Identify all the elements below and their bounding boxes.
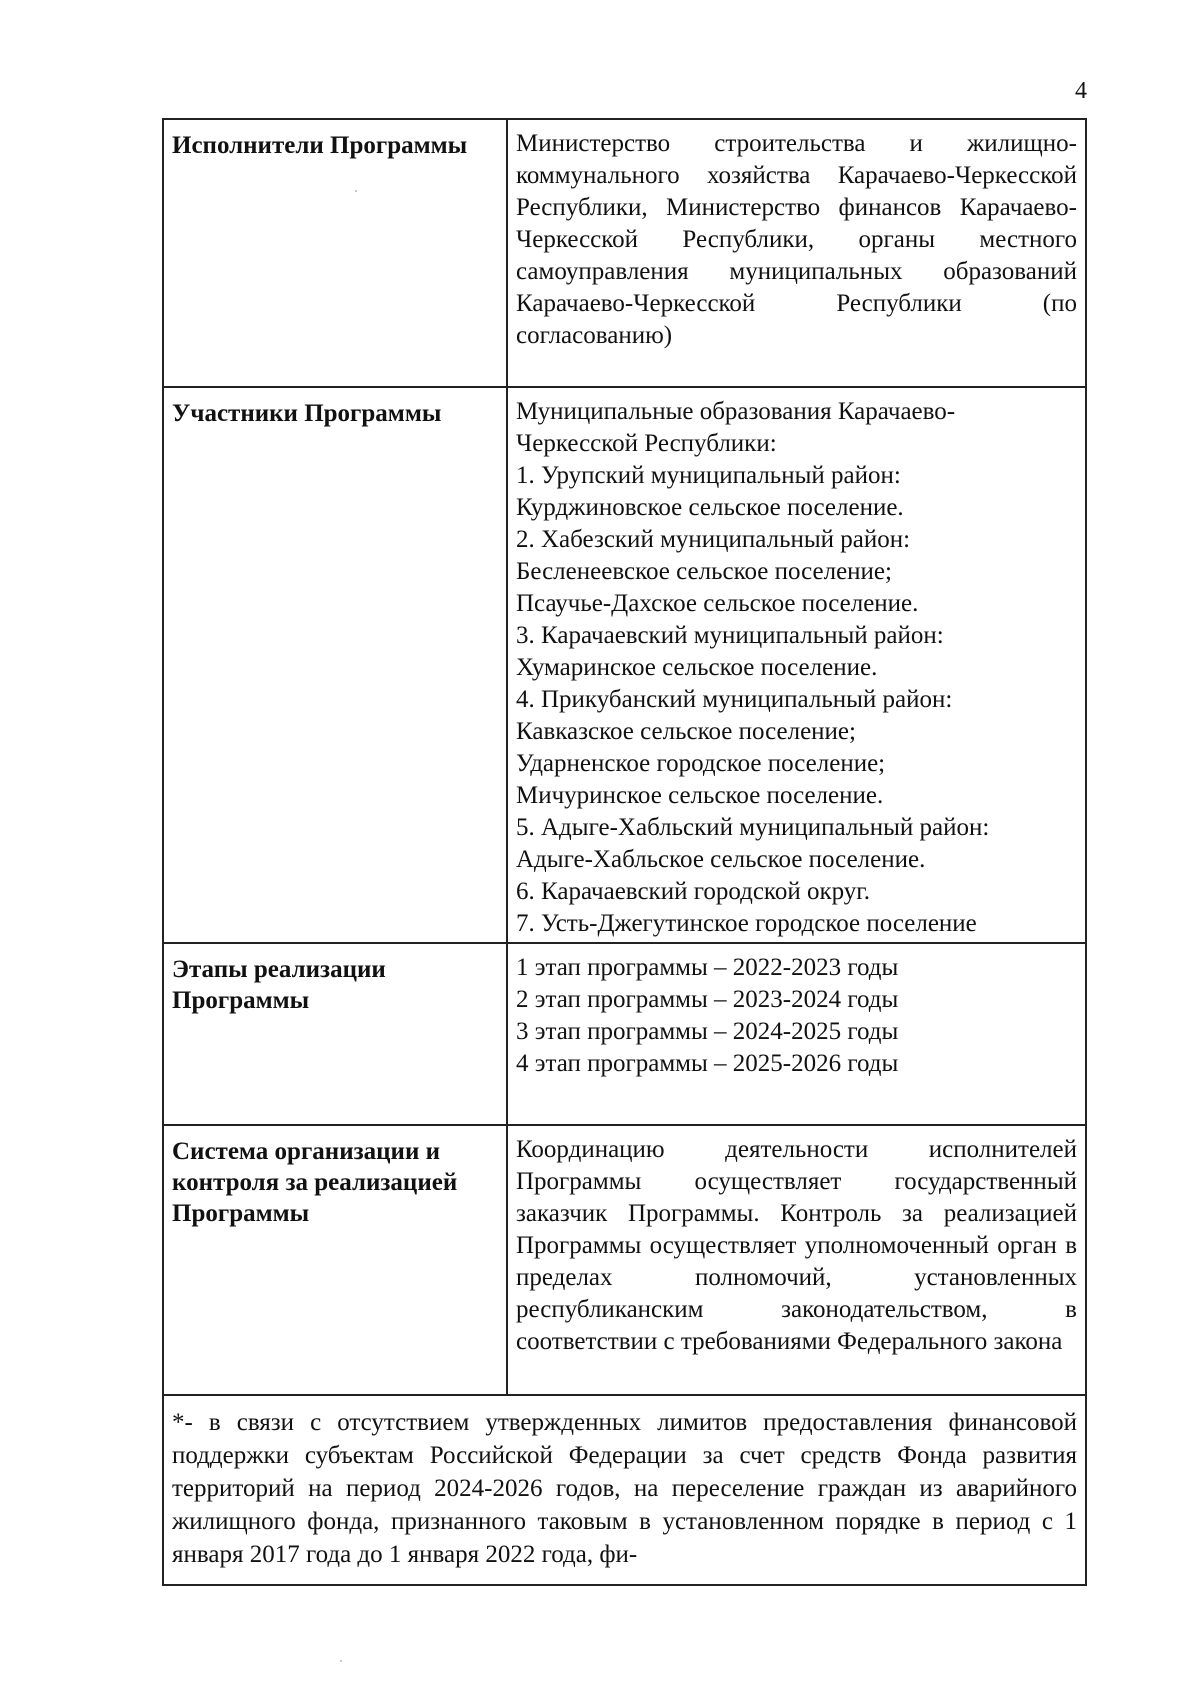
row-value: Координацию деятельности исполнителей Программы осуществляет государственный заказчик Программы. Контроль за реализацией Программы осуществляет уполномоченный орган в пределах полномочий, установленных республиканским законодательством, в соответствии с требованиями Федерального закона (508, 1126, 1087, 1394)
participant-line: Муниципальные образования Карачаево-Черкесской Республики: (516, 398, 956, 457)
scan-speck (340, 1660, 342, 1662)
participant-line: 7. Усть-Джегутинское городское поселение (516, 910, 977, 937)
row-label: Исполнители Программы (164, 120, 508, 386)
participant-line: 4. Прикубанский муниципальный район: (516, 686, 953, 713)
stage-line: 2 этап программы – 2023-2024 годы (516, 986, 899, 1013)
row-label: Этапы реализации Программы (164, 944, 508, 1124)
participant-line: 3. Карачаевский муниципальный район: (516, 622, 944, 649)
participant-line: Ударненское городское поселение; (516, 750, 886, 777)
participant-line: Кавказское сельское поселение; (516, 718, 856, 745)
participant-line: Псаучье-Дахское сельское поселение. (516, 590, 919, 617)
row-value (508, 388, 1087, 942)
participant-line: 5. Адыге-Хабльский муниципальный район: (516, 814, 990, 841)
participant-line: 6. Карачаевский городской округ. (516, 878, 870, 905)
row-label: Участники Программы (164, 388, 508, 942)
stage-line: 3 этап программы – 2024-2025 годы (516, 1018, 899, 1045)
table-row-control-system (164, 1126, 1087, 1396)
footnote: *- в связи с отсутствием утвержденных лимитов предоставления финансовой поддержки субъектам Российской Федерации за счет средств Фонда развития территорий на период 2024-2026 годов, на переселение граждан из аварийного жилищного фонда, признанного таковым в установленном порядке в период с 1 января 2017 года до 1 января 2022 года, фи- (164, 1396, 1087, 1586)
participant-line: Адыге-Хабльское сельское поселение. (516, 846, 926, 873)
participant-line: 1. Урупский муниципальный район: (516, 462, 901, 489)
participant-line: Бесленеевское сельское поселение; (516, 558, 892, 585)
participant-line: Курджиновское сельское поселение. (516, 494, 904, 521)
scan-speck (355, 190, 357, 192)
stage-line: 4 этап программы – 2025-2026 годы (516, 1050, 899, 1077)
row-value: Министерство строительства и жилищно-коммунального хозяйства Карачаево-Черкесской Республики, Министерство финансов Карачаево-Черкесской Республики, органы местного самоуправления муниципальных образований Карачаево-Черкесской Республики (по согласованию) (508, 120, 1087, 386)
row-value (508, 944, 1087, 1124)
stage-line: 1 этап программы – 2022-2023 годы (516, 954, 899, 981)
participant-line: 2. Хабезский муниципальный район: (516, 526, 911, 553)
page-number: 4 (1075, 78, 1087, 104)
row-label: Система организации и контроля за реализацией Программы (164, 1126, 508, 1394)
participant-line: Хумаринское сельское поселение. (516, 654, 878, 681)
table-row-stages (164, 944, 1087, 1126)
table-row-participants (164, 388, 1087, 944)
program-passport-table (162, 118, 1087, 1586)
participant-line: Мичуринское сельское поселение. (516, 782, 884, 809)
table-row-executors (164, 120, 1087, 388)
